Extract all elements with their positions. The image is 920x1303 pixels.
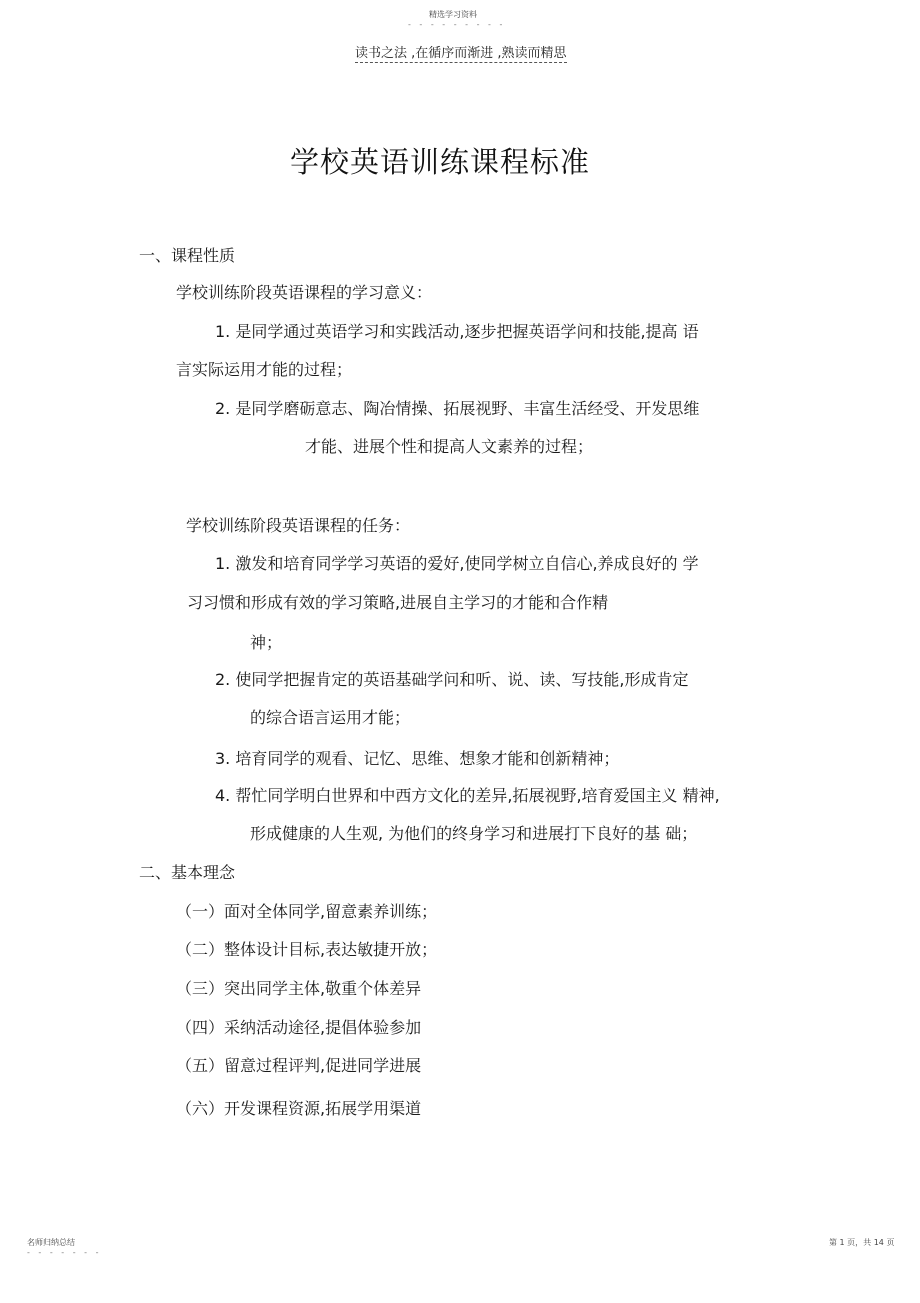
header-top-label: 精选学习资料 bbox=[429, 10, 477, 19]
principle-item-4: （四）采纳活动途径,提倡体验参加 bbox=[176, 1018, 422, 1037]
principle-item-2: （二）整体设计目标,表达敏捷开放； bbox=[176, 940, 438, 959]
meaning-item-1-line-2: 言实际运用才能的过程； bbox=[176, 360, 353, 379]
principle-item-3: （三）突出同学主体,敬重个体差异 bbox=[176, 979, 422, 998]
header-top-dashes: - - - - - - - - - bbox=[408, 20, 506, 29]
section-1-heading: 一、课程性质 bbox=[139, 246, 236, 265]
section-2-heading: 二、基本理念 bbox=[139, 863, 236, 882]
principle-item-6: （六）开发课程资源,拓展学用渠道 bbox=[176, 1099, 422, 1118]
principle-item-1: （一）面对全体同学,留意素养训练； bbox=[176, 902, 438, 921]
footer-left-label: 名师归纳总结 bbox=[27, 1238, 75, 1247]
task-item-2-line-1: 2. 使同学把握肯定的英语基础学问和听、说、读、写技能,形成肯定 bbox=[215, 670, 689, 689]
meaning-item-2-line-2: 才能、进展个性和提高人文素养的过程； bbox=[305, 437, 594, 456]
task-intro: 学校训练阶段英语课程的任务： bbox=[186, 516, 411, 535]
task-item-2-line-2: 的综合语言运用才能； bbox=[250, 708, 411, 727]
principle-item-5: （五）留意过程评判,促进同学进展 bbox=[176, 1056, 422, 1075]
footer-left-dashes: - - - - - - - bbox=[27, 1248, 102, 1257]
document-title: 学校英语训练课程标准 bbox=[290, 145, 591, 179]
meaning-item-1-line-1: 1. 是同学通过英语学习和实践活动,逐步把握英语学问和技能,提高 语 bbox=[215, 322, 699, 341]
meaning-intro: 学校训练阶段英语课程的学习意义： bbox=[176, 283, 433, 302]
task-item-1-line-1: 1. 激发和培育同学学习英语的爱好,使同学树立自信心,养成良好的 学 bbox=[215, 554, 699, 573]
task-item-4-line-1: 4. 帮忙同学明白世界和中西方文化的差异,拓展视野,培育爱国主义 精神, bbox=[215, 786, 720, 805]
task-item-1-line-2: 习习惯和形成有效的学习策略,进展自主学习的才能和合作精 bbox=[187, 593, 609, 612]
header-motto: 读书之法 ,在循序而渐进 ,熟读而精思 bbox=[355, 42, 567, 63]
task-item-3: 3. 培育同学的观看、记忆、思维、想象才能和创新精神； bbox=[215, 749, 620, 768]
task-item-4-line-2: 形成健康的人生观, 为他们的终身学习和进展打下良好的基 础； bbox=[250, 824, 698, 843]
footer-page-info: 第 1 页，共 14 页 bbox=[829, 1238, 895, 1247]
meaning-item-2-line-1: 2. 是同学磨砺意志、陶冶情操、拓展视野、丰富生活经受、开发思维 bbox=[215, 399, 700, 418]
task-item-1-line-3: 神； bbox=[250, 633, 283, 652]
